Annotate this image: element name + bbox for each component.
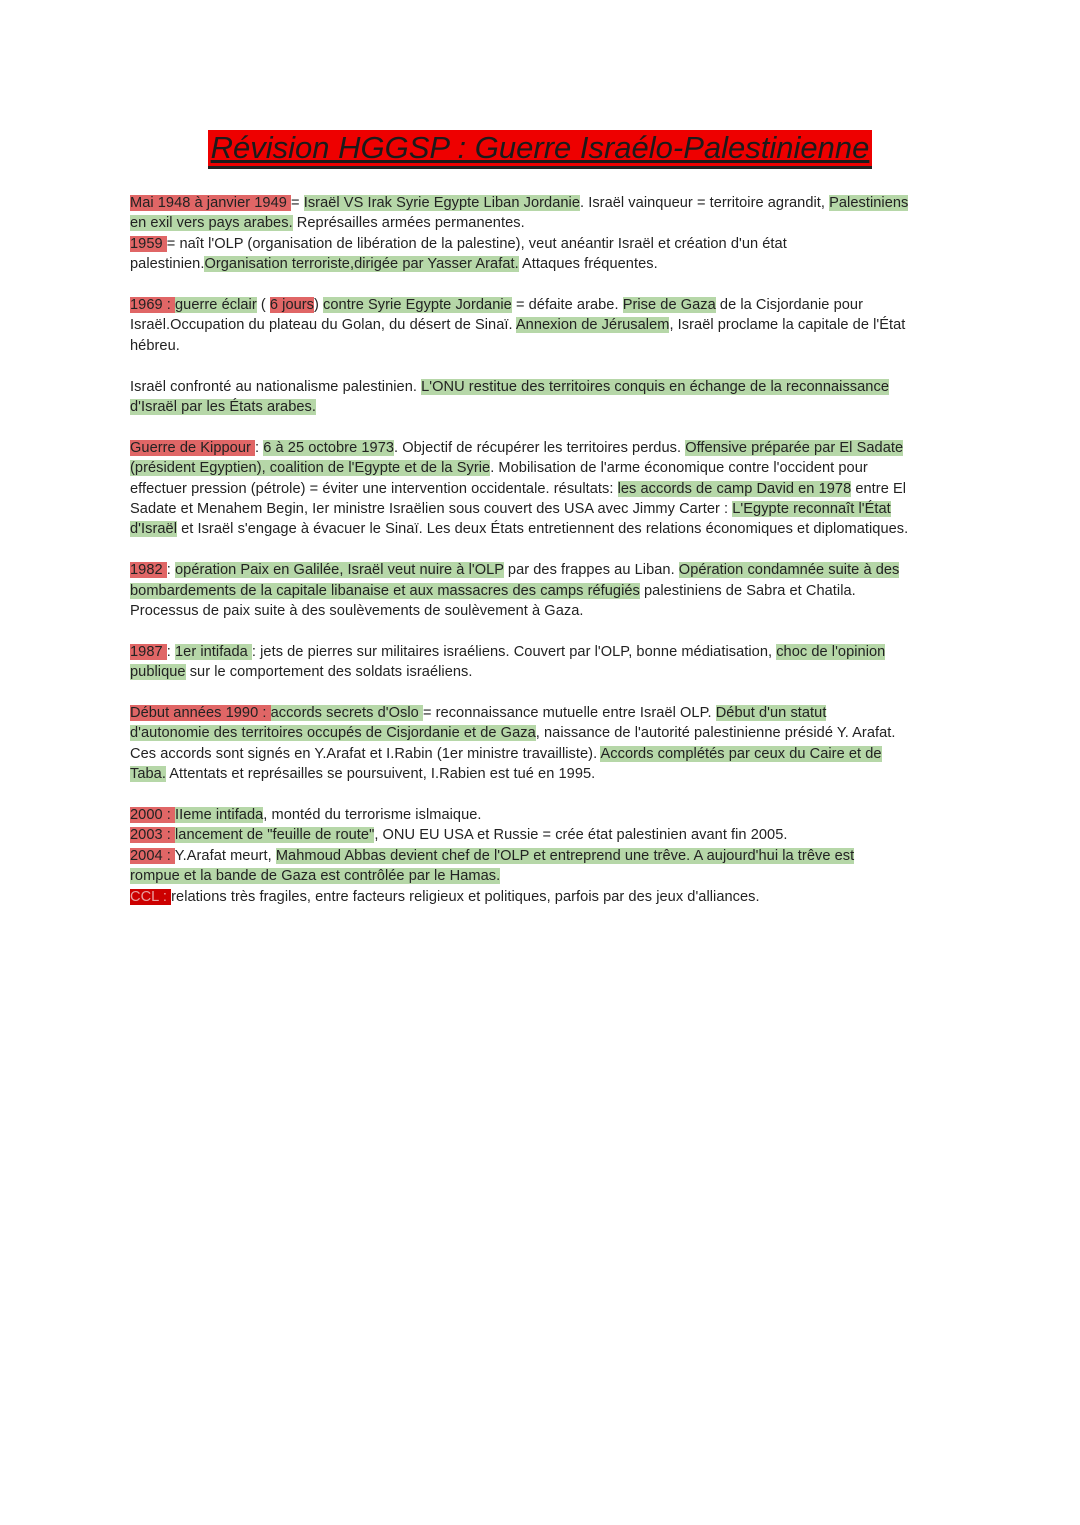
- text-line: [130, 295, 952, 315]
- body-text: , Israël proclame la capitale de l'État: [669, 317, 906, 334]
- conclusion-label: CCL :: [130, 888, 172, 905]
- paragraph: [130, 703, 952, 785]
- text-line: [130, 866, 952, 886]
- body-text: , ONU EU USA et Russie = crée état palestinien avant fin 2005.: [374, 827, 788, 844]
- text-line: [130, 764, 952, 784]
- body-text: et Israël s'engage à évacuer le Sinaï. Les deux États entretiennent des relations économiques et diplomatiques.: [177, 521, 909, 538]
- green-highlight-text: Début d'un statut: [715, 705, 827, 722]
- green-highlight-text: Palestiniens: [829, 195, 909, 211]
- body-text: entre El: [851, 480, 907, 497]
- green-highlight-text: IIeme intifada: [174, 807, 264, 824]
- body-text: Processus de paix suite à des soulèvements de soulèvement à Gaza.: [130, 603, 584, 620]
- body-text: hébreu.: [130, 337, 180, 354]
- paragraph: [130, 193, 952, 275]
- body-text: Israël.Occupation du plateau du Golan, du désert de Sinaï.: [130, 317, 516, 334]
- body-text: Représailles armées permanentes.: [292, 215, 525, 232]
- body-text: Y.Arafat meurt,: [174, 847, 276, 864]
- text-line: [130, 213, 952, 233]
- green-highlight-text: accords secrets d'Oslo: [270, 705, 423, 722]
- text-line: [130, 458, 952, 478]
- paragraph: [130, 438, 952, 540]
- text-line: [130, 438, 952, 458]
- green-highlight-text: Organisation terroriste,dirigée par Yasser Arafat.: [204, 256, 519, 273]
- text-line: [130, 377, 952, 397]
- text-line: [130, 887, 952, 907]
- red-highlight-text: 6 jours: [269, 297, 315, 314]
- green-highlight-text: contre Syrie Egypte Jordanie: [323, 297, 512, 314]
- body-text: :: [255, 439, 264, 456]
- green-highlight-text: Prise de Gaza: [622, 297, 716, 314]
- body-text: =: [291, 195, 304, 211]
- text-line: [130, 642, 952, 662]
- text-line: [130, 560, 952, 580]
- text-line: [130, 662, 952, 682]
- text-line: [130, 397, 952, 417]
- green-highlight-text: en exil vers pays arabes.: [130, 215, 293, 232]
- text-line: [130, 519, 952, 539]
- red-highlight-text: Guerre de Kippour: [130, 439, 256, 456]
- text-line: [130, 254, 952, 274]
- green-highlight-text: lancement de "feuille de route": [174, 827, 375, 844]
- paragraph: [130, 642, 952, 683]
- body-text: par des frappes au Liban.: [503, 562, 679, 579]
- green-highlight-text: Accords complétés par ceux du Caire et de: [600, 745, 882, 762]
- red-highlight-text: 1969 :: [130, 297, 175, 314]
- text-line: [130, 723, 952, 743]
- red-highlight-text: Mai 1948 à janvier 1949: [130, 195, 292, 211]
- page-title: Révision HGGSP : Guerre Israélo-Palestinienne: [208, 130, 873, 166]
- green-highlight-text: 1er intifada: [175, 643, 252, 660]
- green-highlight-text: les accords de camp David en 1978: [617, 480, 852, 497]
- paragraph: [130, 560, 952, 621]
- red-highlight-text: 1959: [130, 235, 167, 252]
- red-highlight-text: 2003 :: [130, 827, 175, 844]
- body-text: Israël confronté au nationalisme palestinien.: [130, 378, 422, 395]
- text-line: [130, 499, 952, 519]
- body-text: :: [166, 643, 175, 660]
- green-highlight-text: publique: [130, 664, 186, 681]
- green-highlight-text: choc de l'opinion: [776, 643, 886, 660]
- body-text: : jets de pierres sur militaires israéliens. Couvert par l'OLP, bonne médiatisation,: [251, 643, 777, 660]
- green-highlight-text: (président Egyptien), coalition de l'Egypte et de la Syrie: [130, 460, 491, 477]
- paragraph: [130, 377, 952, 418]
- body-text: . Objectif de récupérer les territoires perdus.: [394, 439, 686, 456]
- document-body: [130, 193, 952, 928]
- text-line: [130, 315, 952, 335]
- green-highlight-text: bombardements de la capitale libanaise et aux massacres des camps réfugiés: [130, 582, 640, 599]
- title-container: [0, 130, 1080, 166]
- green-highlight-text: Mahmoud Abbas devient chef de l'OLP et entreprend une trêve. A aujourd'hui la trêve est: [275, 847, 855, 864]
- green-highlight-text: d'Israël: [130, 521, 177, 538]
- body-text: . Mobilisation de l'arme économique contre l'occident pour: [490, 460, 868, 477]
- body-text: sur le comportement des soldats israéliens.: [185, 664, 473, 681]
- body-text: (: [256, 297, 270, 314]
- green-highlight-text: Annexion de Jérusalem: [515, 317, 670, 334]
- green-highlight-text: Opération condamnée suite à des: [678, 562, 900, 579]
- body-text: , naissance de l'autorité palestinienne présidé Y. Arafat.: [535, 725, 896, 742]
- text-line: [130, 336, 952, 356]
- red-highlight-text: 2004 :: [130, 847, 175, 864]
- body-text: Sadate et Menahem Begin, Ier ministre Israëlien sous couvert des USA avec Jimmy Carter :: [130, 501, 733, 518]
- red-highlight-text: 2000 :: [130, 807, 175, 824]
- red-highlight-text: 1987: [130, 643, 167, 660]
- red-highlight-text: Début années 1990 :: [130, 705, 271, 722]
- paragraph: [130, 295, 952, 356]
- body-text: = naît l'OLP (organisation de libération de la palestine), veut anéantir Israël et création d'un état: [166, 235, 787, 252]
- green-highlight-text: 6 à 25 octobre 1973: [263, 439, 395, 456]
- text-line: [130, 805, 952, 825]
- body-text: relations très fragiles, entre facteurs religieux et politiques, parfois par des jeux d'alliances.: [171, 888, 760, 905]
- red-highlight-text: 1982: [130, 562, 167, 579]
- body-text: Attentats et représailles se poursuivent, I.Rabien est tué en 1995.: [165, 766, 596, 783]
- text-line: [130, 846, 952, 866]
- green-highlight-text: Israël VS Irak Syrie Egypte Liban Jordanie: [303, 195, 580, 211]
- text-line: [130, 479, 952, 499]
- body-text: , montéd du terrorisme islmaique.: [263, 807, 482, 824]
- body-text: . Israël vainqueur = territoire agrandit,: [580, 195, 830, 211]
- text-line: [130, 193, 952, 213]
- green-highlight-text: guerre éclair: [174, 297, 257, 314]
- text-line: [130, 703, 952, 723]
- body-text: :: [166, 562, 175, 579]
- body-text: palestiniens de Sabra et Chatila.: [639, 582, 856, 599]
- body-text: = défaite arabe.: [511, 297, 623, 314]
- body-text: palestinien.: [130, 256, 205, 273]
- paragraph: [130, 805, 952, 907]
- green-highlight-text: d'Israël par les États arabes.: [130, 399, 316, 416]
- green-highlight-text: L'Egypte reconnaît l'État: [732, 501, 891, 518]
- green-highlight-text: rompue et la bande de Gaza est contrôlée par le Hamas.: [130, 868, 501, 885]
- text-line: [130, 581, 952, 601]
- text-line: [130, 825, 952, 845]
- body-text: effectuer pression (pétrole) = éviter une intervention occidentale. résultats:: [130, 480, 618, 497]
- body-text: de la Cisjordanie pour: [715, 297, 863, 314]
- body-text: Ces accords sont signés en Y.Arafat et I.Rabin (1er ministre travailliste).: [130, 745, 601, 762]
- green-highlight-text: L'ONU restitue des territoires conquis en échange de la reconnaissance: [421, 378, 889, 395]
- body-text: Attaques fréquentes.: [518, 256, 658, 273]
- body-text: = reconnaissance mutuelle entre Israël OLP.: [422, 705, 716, 722]
- text-line: [130, 234, 952, 254]
- green-highlight-text: Offensive préparée par El Sadate: [685, 439, 904, 456]
- text-line: [130, 601, 952, 621]
- body-text: ): [314, 297, 324, 314]
- green-highlight-text: d'autonomie des territoires occupés de Cisjordanie et de Gaza: [130, 725, 536, 742]
- text-line: [130, 744, 952, 764]
- green-highlight-text: opération Paix en Galilée, Israël veut nuire à l'OLP: [175, 562, 504, 579]
- green-highlight-text: Taba.: [130, 766, 166, 783]
